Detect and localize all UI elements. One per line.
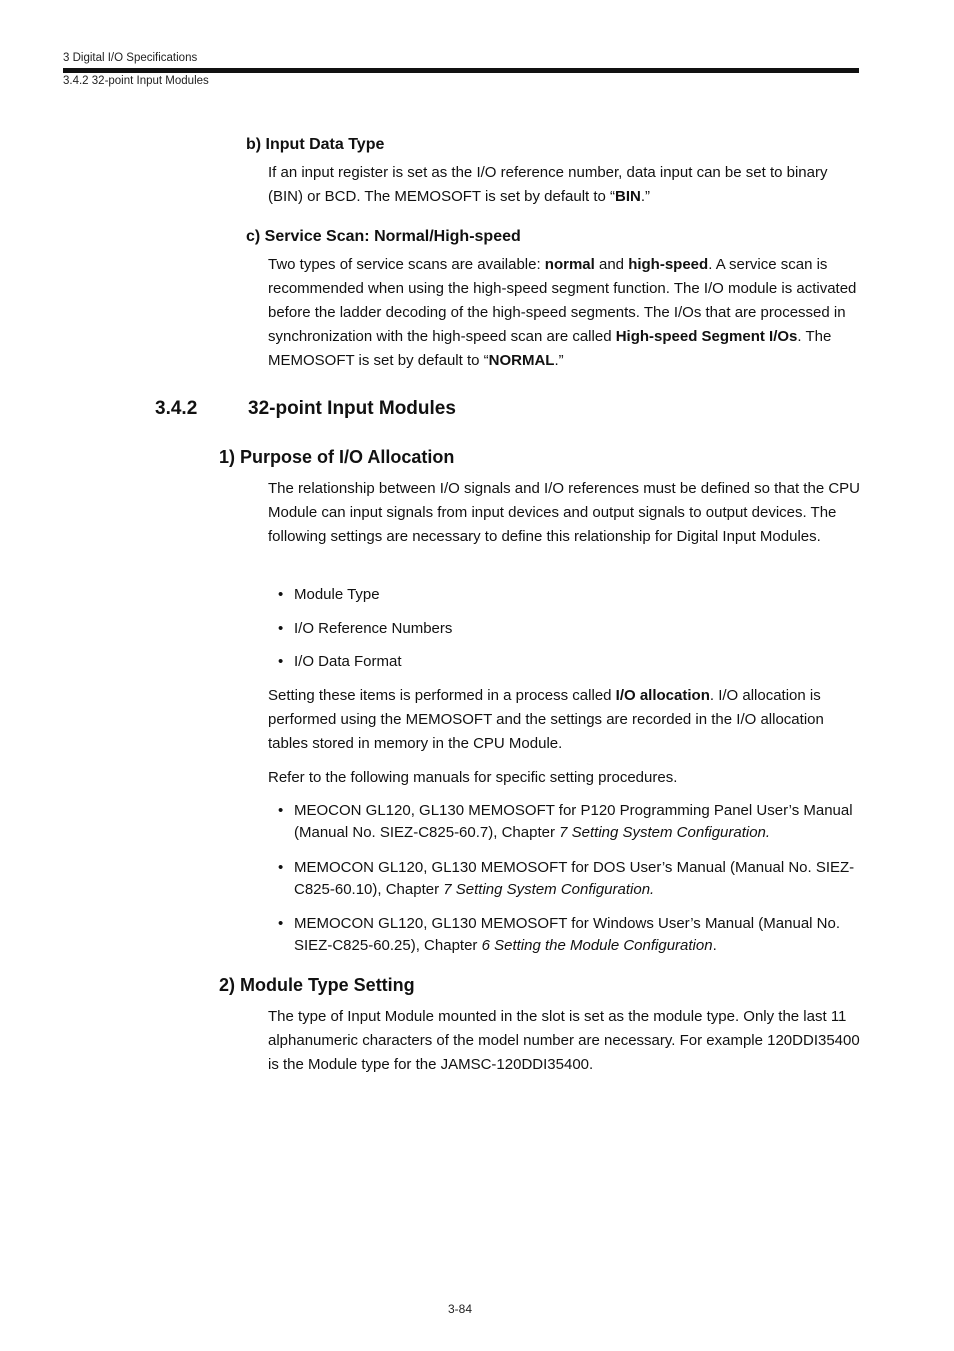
page-number: 3-84: [447, 1302, 473, 1316]
paragraph-module-type: The type of Input Module mounted in the slot is set as the module type. Only the last 11 alphanumeric characters of the model number are necessary. For example 120DDI35400 is the Module type for the JAMSC-120DDI35400.: [268, 1008, 860, 1073]
list-item-manual: • MEOCON GL120, GL130 MEMOSOFT for P120 Programming Panel User’s Manual (Manual No. SIEZ-C825-60.7), Chapter 7 Setting System Configuration.: [278, 802, 853, 841]
list-item: • I/O Reference Numbers: [278, 620, 453, 637]
section-number: 3.4.2: [155, 398, 198, 419]
list-item: • Module Type: [278, 586, 380, 603]
paragraph-purpose-intro: The relationship between I/O signals and I/O references must be defined so that the CPU Module can input signals from input devices and output signals to output devices. The following settings are necessary to define this relationship for Digital Input Modules.: [268, 480, 860, 545]
paragraph-refer: Refer to the following manuals for specific setting procedures.: [268, 769, 678, 786]
paragraph-io-allocation: Setting these items is performed in a process called I/O allocation. I/O allocation is performed using the MEMOSOFT and the settings are recorded in the I/O allocation tables stored in memory in the CPU Module.: [268, 687, 824, 752]
heading-purpose: 1) Purpose of I/O Allocation: [219, 447, 455, 467]
section-title: 32-point Input Modules: [248, 398, 456, 419]
header-chapter: 3 Digital I/O Specifications: [63, 52, 198, 64]
header-section: 3.4.2 32-point Input Modules: [63, 75, 209, 87]
heading-module-type: 2) Module Type Setting: [219, 975, 415, 995]
list-item-manual: • MEMOCON GL120, GL130 MEMOSOFT for Windows User’s Manual (Manual No. SIEZ-C825-60.25), Chapter 6 Setting the Module Configuration.: [278, 915, 841, 954]
heading-input-data-type: b) Input Data Type: [246, 136, 385, 153]
list-item-manual: • MEMOCON GL120, GL130 MEMOSOFT for DOS User’s Manual (Manual No. SIEZ-C825-60.10), Chapter 7 Setting System Configuration.: [278, 859, 855, 898]
paragraph-service-scan: Two types of service scans are available: normal and high-speed. A service scan is recommended when using the high-speed segment function. The I/O module is activated before the ladder decoding of the high-speed segments. The I/Os that are processed in synchronization with the high-speed scan are called High-speed Segment I/Os. The MEMOSOFT is set by default to “NORMAL.”: [268, 256, 857, 369]
list-item: • I/O Data Format: [278, 653, 402, 670]
header-rule: [63, 68, 859, 73]
heading-service-scan: c) Service Scan: Normal/High-speed: [246, 228, 521, 245]
paragraph-input-data-type: If an input register is set as the I/O reference number, data input can be set to binary (BIN) or BCD. The MEMOSOFT is set by default to “BIN.”: [268, 164, 828, 205]
